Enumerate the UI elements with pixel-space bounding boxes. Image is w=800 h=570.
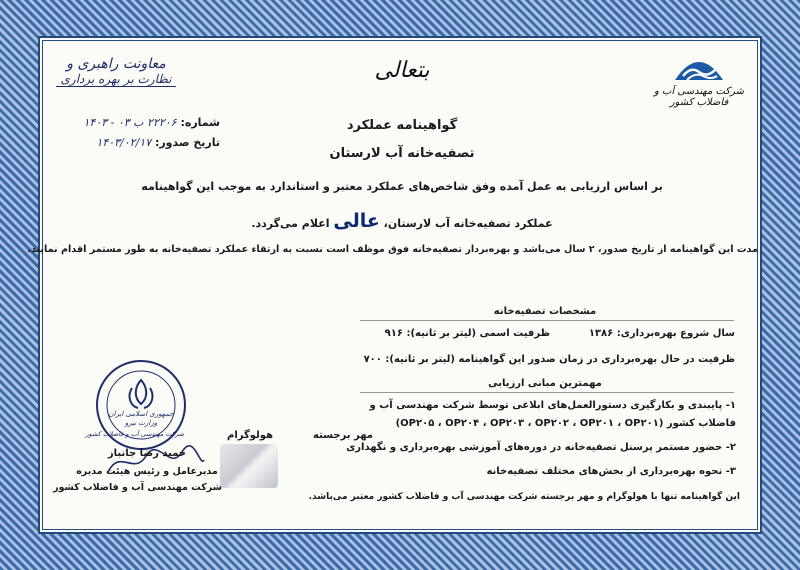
signer-name: حمید رضا جانباز	[107, 448, 187, 459]
issue-date	[60, 136, 220, 149]
specs-divider	[360, 320, 734, 321]
date-label: تاریخ صدور:	[154, 136, 220, 149]
body-line-2-start: عملکرد تصفیه‌خانه آب لارستان،	[383, 217, 553, 230]
body-line-2	[180, 210, 624, 232]
stamp-line-2: نظارت بر بهره برداری	[60, 72, 172, 86]
seal-text-bottom: شرکت مهندسی آب و فاضلاب کشور	[85, 430, 184, 438]
number-label: شماره:	[180, 116, 220, 129]
certificate-body	[27, 36, 762, 534]
company-logo	[644, 46, 754, 108]
current-capacity: ظرفیت در حال بهره‌برداری در زمان صدور این گواهینامه (لیتر بر ثانیه): ۷۰۰	[363, 354, 735, 365]
hologram-sticker	[220, 444, 278, 488]
calligraphy-heading: بتعالی	[374, 58, 430, 83]
ministry-seal	[85, 358, 188, 452]
seal-text-top: جمهوری اسلامی ایران	[108, 410, 174, 418]
signer-position: مدیرعامل و رئیس هیئت مدیره	[76, 466, 218, 477]
supervision-stamp	[56, 56, 176, 87]
signer-company: شرکت مهندسی آب و فاضلاب کشور	[53, 482, 222, 493]
seal-text-mid: وزارت نیرو	[124, 419, 158, 427]
rating-value: عالی	[333, 210, 380, 232]
criteria-item-1b: فاضلاب کشور (OP۲۰۵ ، OP۲۰۴ ، OP۲۰۳ ، OP۲۰۲ ، OP۲۰۱ ، OP۲۰۱)	[395, 418, 736, 429]
validity-note: این گواهینامه تنها با هولوگرام و مهر برجسته شرکت مهندسی آب و فاضلاب کشور معتبر می‌باشد.	[308, 492, 740, 502]
date-value: ۱۴۰۳/۰۲/۱۷	[96, 136, 152, 149]
criteria-title: مهمترین مبانی ارزیابی	[488, 378, 602, 389]
body-line-2-end: اعلام می‌گردد.	[251, 217, 330, 230]
criteria-item-2: ۲- حضور مستمر پرسنل تصفیه‌خانه در دوره‌های آموزشی بهره‌برداری و نگهداری	[346, 442, 736, 453]
plant-name: تصفیه‌خانه آب لارستان	[329, 146, 475, 161]
certificate-number	[60, 116, 220, 129]
nominal-capacity: ظرفیت اسمی (لیتر بر ثانیه): ۹۱۶	[384, 328, 550, 339]
iran-emblem-icon	[130, 380, 153, 408]
criteria-item-3: ۳- نحوه بهره‌برداری از بخش‌های مختلف تصفیه‌خانه	[486, 466, 736, 477]
criteria-divider	[360, 392, 734, 393]
certificate-title: گواهینامه عملکرد	[346, 118, 458, 133]
hologram-label: هولوگرام	[226, 430, 274, 441]
start-year: سال شروع بهره‌برداری: ۱۳۸۶	[588, 328, 735, 339]
body-line-1: بر اساس ارزیابی به عمل آمده وفق شاخص‌های عملکرد معتبر و استاندارد به موجب این گواهینامه	[141, 180, 663, 193]
specs-title: مشخصات تصفیه‌خانه	[493, 306, 597, 317]
body-line-3: مدت این گواهینامه از تاریخ صدور، ۲ سال می‌باشد و بهره‌بردار تصفیه‌خانه فوق موظف است نسبت به ارتقاء عملکرد تصفیه‌خانه به طور مستمر اقدام نمایند.	[27, 244, 758, 255]
logo-caption: شرکت مهندسی آب و فاضلاب کشور	[654, 86, 744, 108]
number-value: ۲۲۲۰۶ ب ۰۳ - ۱۴۰۳	[83, 116, 177, 129]
embossed-seal-label: مهر برجسته	[313, 430, 373, 441]
stamp-line-1: معاونت راهبری و	[66, 56, 166, 72]
water-drop-logo-icon	[669, 46, 729, 86]
criteria-item-1a: ۱- پایبندی و بکارگیری دستورالعمل‌های ابلاغی توسط شرکت مهندسی آب و	[369, 400, 736, 411]
